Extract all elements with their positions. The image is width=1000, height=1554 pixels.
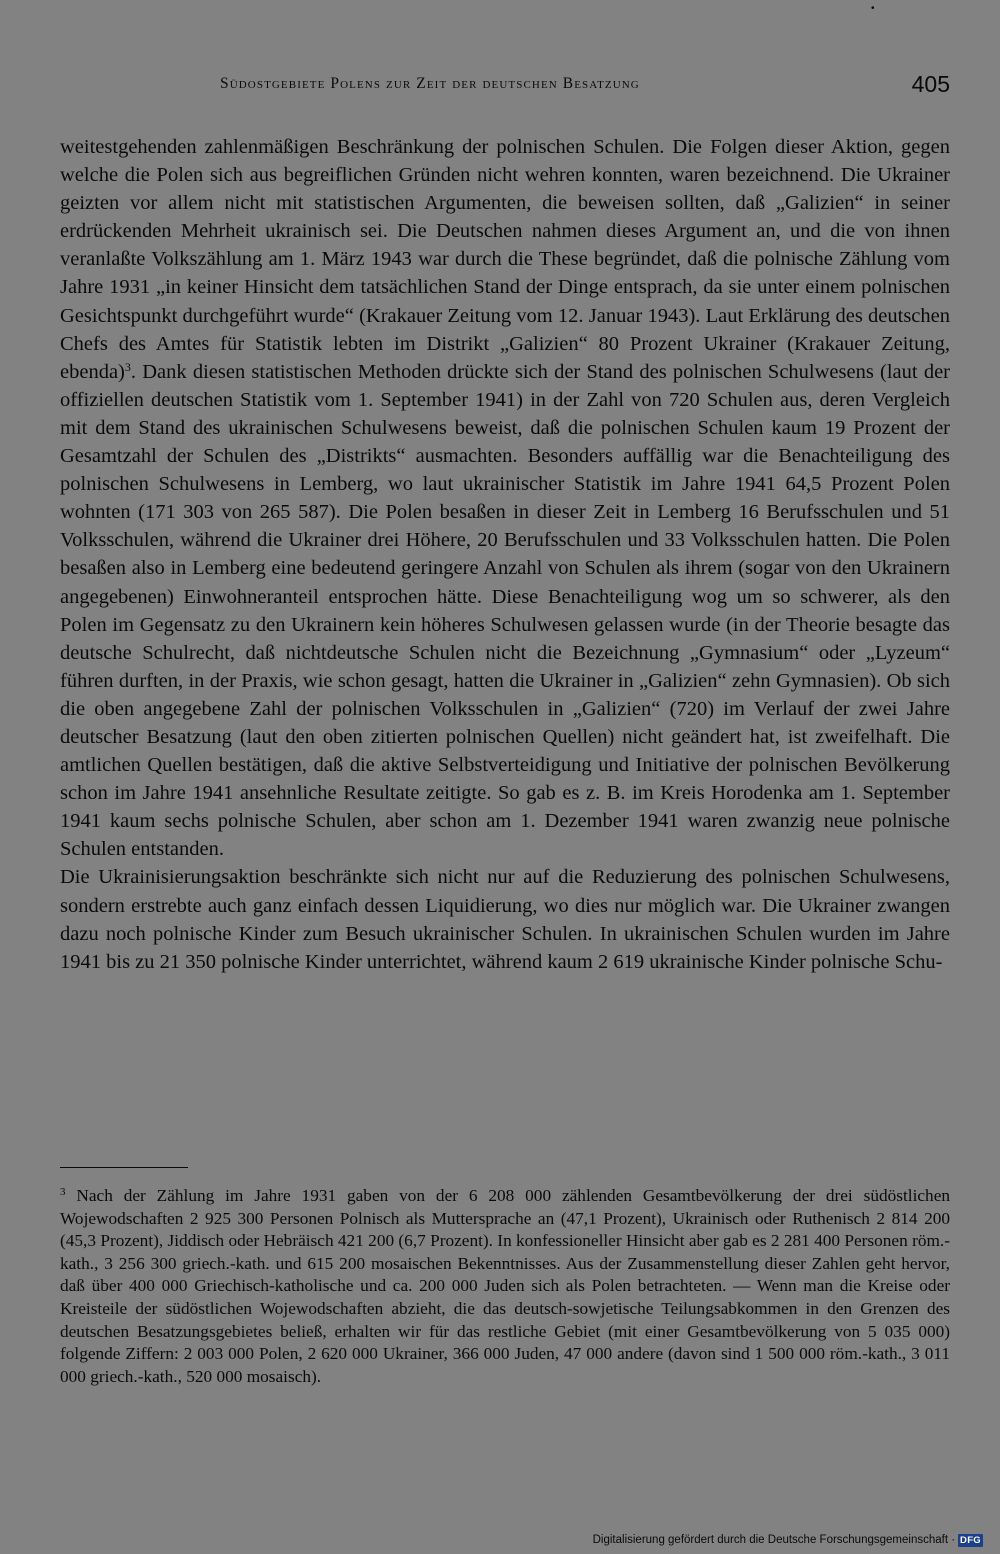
body-text bbox=[60, 133, 950, 976]
footnote-reference[interactable]: 3 bbox=[124, 359, 131, 374]
running-title: Südostgebiete Polens zur Zeit der deutschen Besatzung bbox=[220, 75, 640, 92]
dfg-logo-icon: DFG bbox=[960, 1534, 981, 1546]
paragraph-1 bbox=[60, 133, 950, 863]
paragraph-1-part-1: weitestgehenden zahlenmäßigen Beschränkung der polnischen Schulen. Die Folgen dieser Aktion, gegen welche die Polen sich aus begreiflichen Gründen nicht wehren konnten, waren bezeichnend. Die Ukrainer geizten vor allem nicht mit statistischen Argumenten, die beweisen sollten, daß „Galizien“ in seiner erdrückenden Mehrheit ukrainisch sei. Die Deutschen nahmen dieses Argument an, und die von ihnen veranlaßte Volkszählung am 1. März 1943 war durch die These begründet, daß die polnische Zählung vom Jahre 1931 „in keiner Hinsicht dem tatsächlichen Stand der Dinge entsprach, da sie unter einem polnischen Gesichtspunkt durchgeführt wurde“ (Krakauer Zeitung vom 12. Januar 1943). Laut Erklärung des deutschen Chefs des Amtes für Statistik lebten im Distrikt „Galizien“ 80 Prozent Ukrainer (Krakauer Zeitung, ebenda) bbox=[60, 136, 950, 383]
page-corner-mark: • bbox=[871, 3, 875, 14]
footnote-divider bbox=[60, 1167, 188, 1168]
running-head bbox=[60, 70, 950, 102]
digitization-credit bbox=[593, 1532, 983, 1548]
paragraph-1-part-2: . Dank diesen statistischen Methoden drückte sich der Stand des polnischen Schulwesens (laut der offiziellen deutschen Statistik vom 1. September 1941) in der Zahl von 720 Schulen aus, deren Vergleich mit dem Stand des ukrainischen Schulwesens beweist, daß die polnischen Schulen kaum 19 Prozent der Gesamtzahl der Schulen des „Distrikts“ ausmachten. Besonders auffällig war die Benachteiligung des polnischen Schulwesens in Lemberg, wo laut ukrainischer Statistik im Jahre 1941 64,5 Prozent Polen wohnten (171 303 von 265 587). Die Polen besaßen in dieser Zeit in Lemberg 16 Berufsschulen und 51 Volksschulen, während die Ukrainer drei Höhere, 20 Berufsschulen und 33 Volksschulen hatten. Die Polen besaßen also in Lemberg eine bedeutend geringere Anzahl von Schulen als ihrem (sogar von den Ukrainern angegebenen) Einwohneranteil entsprochen hätte. Diese Benachteiligung wog um so schwerer, als den Polen im Gegensatz zu den Ukrainern kein höheres Schulwesen gelassen wurde (in der Theorie besagte das deutsche Schulrecht, daß nichtdeutsche Schulen nicht die Bezeichnung „Gymnasium“ oder „Lyzeum“ führen durften, in der Praxis, wie schon gesagt, hatten die Ukrainer in „Galizien“ zehn Gymnasien). Ob sich die oben angegebene Zahl der polnischen Volksschulen in „Galizien“ (720) im Verlauf der zwei Jahre deutscher Besatzung (laut den oben zitierten polnischen Quellen) nicht geändert hat, ist zweifelhaft. Die amtlichen Quellen bestätigen, daß die aktive Selbstverteidigung und Initiative der polnischen Bevölkerung schon im Jahre 1941 ansehnliche Resultate zeitigte. So gab es z. B. im Kreis Horodenka am 1. September 1941 kaum sechs polnische Schulen, aber schon am 1. Dezember 1941 waren zwanzig neue polnische Schulen entstanden. bbox=[60, 360, 950, 861]
footnote-paragraph bbox=[60, 1185, 950, 1388]
credit-text: Digitalisierung gefördert durch die Deutsche Forschungsgemeinschaft · bbox=[592, 1534, 956, 1546]
page-number: 405 bbox=[911, 71, 950, 97]
footnote-text: Nach der Zählung im Jahre 1931 gaben von der 6 208 000 zählenden Gesamtbevölkerung der drei südöstlichen Wojewodschaften 2 925 300 Personen Polnisch als Muttersprache an (47,1 Prozent), Ukrainisch oder Ruthenisch 2 814 200 (45,3 Prozent), Jiddisch oder Hebräisch 421 200 (6,7 Prozent). In konfessioneller Hinsicht aber gab es 2 281 400 Personen röm.-kath., 3 256 300 griech.-kath. und 615 200 mosaischen Bekenntnisses. Aus der Zusammenstellung dieser Zahlen geht hervor, daß über 400 000 Griechisch-katholische und ca. 200 000 Juden sich als Polen betrachteten. — Wenn man die Kreise oder Kreisteile der südöstlichen Wojewodschaften abzieht, die das deutsch-sowjetische Teilungsabkommen in den Grenzen des deutschen Besatzungsgebietes beließ, erhalten wir für das restliche Gebiet (mit einer Gesamtbevölkerung von 5 035 000) folgende Ziffern: 2 003 000 Polen, 2 620 000 Ukrainer, 366 000 Juden, 47 000 andere (davon sind 1 500 000 röm.-kath., 3 011 000 griech.-kath., 520 000 mosaisch). bbox=[60, 1186, 950, 1386]
footnote-marker: 3 bbox=[60, 1186, 66, 1198]
footnote bbox=[60, 1185, 950, 1388]
paragraph-2: Die Ukrainisierungsaktion beschränkte sich nicht nur auf die Reduzierung des polnischen Schulwesens, sondern erstrebte auch ganz einfach dessen Liquidierung, wo dies nur möglich war. Die Ukrainer zwangen dazu noch polnische Kinder zum Besuch ukrainischer Schulen. In ukrainischen Schulen wurden im Jahre 1941 bis zu 21 350 polnische Kinder unterrichtet, während kaum 2 619 ukrainische Kinder polnische Schu- bbox=[60, 866, 950, 973]
